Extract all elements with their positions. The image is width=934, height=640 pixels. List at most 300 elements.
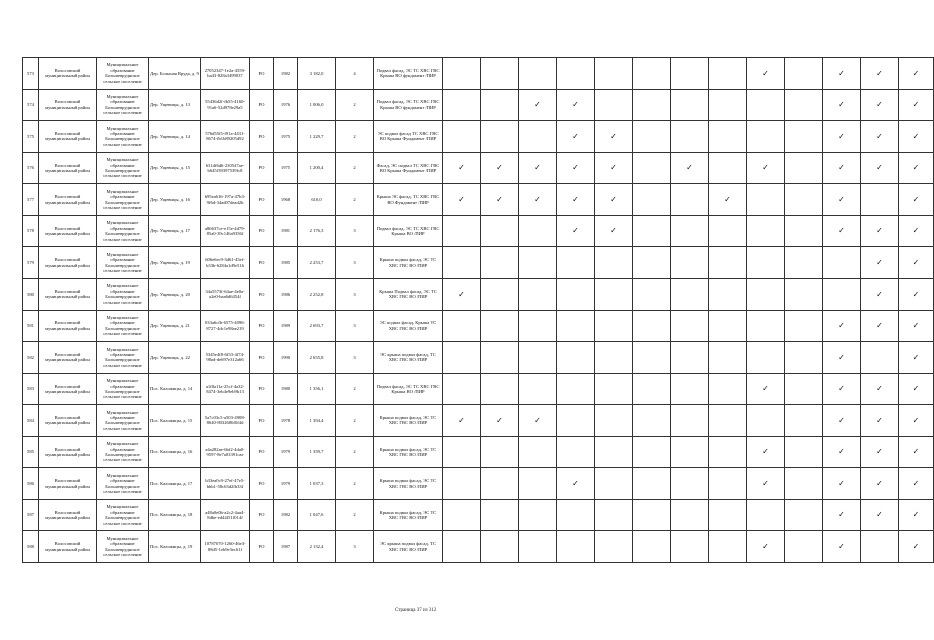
check-icon: ✓ xyxy=(876,163,883,173)
settlement-cell: Муниципальное образование Большевруднское сельское поселение xyxy=(97,247,149,279)
ownership-form-cell: РО xyxy=(250,499,274,531)
work-check-cell-1 xyxy=(443,373,481,405)
check-icon: ✓ xyxy=(838,478,845,488)
work-check-cell-9 xyxy=(747,373,785,405)
work-check-cell-10 xyxy=(785,184,823,216)
work-check-cell-1 xyxy=(443,499,481,531)
work-check-cell-7 xyxy=(671,468,709,500)
work-check-cell-6 xyxy=(633,405,671,437)
work-check-cell-2 xyxy=(481,468,519,500)
table-row xyxy=(23,436,934,468)
ownership-form-cell: РО xyxy=(250,247,274,279)
area-cell: 610,0 xyxy=(298,184,336,216)
works-list-cell: Крыша подвал фасад, ЭС ТС ХВС ГВС ВО /ПИР xyxy=(374,499,443,531)
row-number: 578 xyxy=(23,215,39,247)
guid-cell: 631df6d6-230547ae-b645f39397539fc8 xyxy=(201,152,250,184)
work-check-cell-5 xyxy=(595,436,633,468)
storeys-cell: 3 xyxy=(336,247,374,279)
work-check-cell-5 xyxy=(595,373,633,405)
work-check-cell-9 xyxy=(747,215,785,247)
check-icon: ✓ xyxy=(458,415,465,425)
guid-cell: 27052347-1e2a-4559-ba43-828a3499037 xyxy=(201,58,250,90)
row-number: 577 xyxy=(23,184,39,216)
work-check-cell-8 xyxy=(709,215,747,247)
guid-cell: a1f8a11a-25cf-4a32-8474-3eb4e9eb9b13 xyxy=(201,373,250,405)
work-check-cell-3 xyxy=(519,152,557,184)
guid-cell: b95ea616-197a-47b3-9f6d-34ad07dead2b xyxy=(201,184,250,216)
check-icon: ✓ xyxy=(876,68,883,78)
check-icon: ✓ xyxy=(912,478,920,488)
ownership-form-cell: РО xyxy=(250,373,274,405)
work-check-cell-1 xyxy=(443,436,481,468)
work-check-cell-5 xyxy=(595,499,633,531)
settlement-cell: Муниципальное образование Большевруднское сельское поселение xyxy=(97,121,149,153)
work-check-cell-10 xyxy=(785,342,823,374)
work-check-cell-12 xyxy=(861,499,899,531)
work-check-cell-13 xyxy=(899,152,934,184)
ownership-form-cell: РО xyxy=(250,89,274,121)
check-icon: ✓ xyxy=(458,163,465,173)
work-check-cell-13 xyxy=(899,468,934,500)
row-number: 573 xyxy=(23,58,39,90)
work-check-cell-10 xyxy=(785,89,823,121)
work-check-cell-6 xyxy=(633,531,671,563)
storeys-cell: 4 xyxy=(336,58,374,90)
work-check-cell-11 xyxy=(823,247,861,279)
guid-cell: 033a6cfb-6575-4096-8727-4dc1e98ae219 xyxy=(201,310,250,342)
table-row xyxy=(23,342,934,374)
work-check-cell-11 xyxy=(823,184,861,216)
work-check-cell-7 xyxy=(671,499,709,531)
work-check-cell-13 xyxy=(899,405,934,437)
check-icon: ✓ xyxy=(838,194,845,204)
check-icon: ✓ xyxy=(838,68,845,78)
work-check-cell-4 xyxy=(557,310,595,342)
work-check-cell-5 xyxy=(595,342,633,374)
settlement-cell: Муниципальное образование Большевруднское сельское поселение xyxy=(97,58,149,90)
area-cell: 1 359,7 xyxy=(298,436,336,468)
check-icon: ✓ xyxy=(610,163,617,173)
work-check-cell-10 xyxy=(785,373,823,405)
settlement-cell: Муниципальное образование Большевруднское сельское поселение xyxy=(97,373,149,405)
storeys-cell: 2 xyxy=(336,121,374,153)
work-check-cell-7 xyxy=(671,58,709,90)
work-check-cell-12 xyxy=(861,342,899,374)
storeys-cell: 3 xyxy=(336,531,374,563)
ownership-form-cell: РО xyxy=(250,121,274,153)
works-list-cell: Подвал фасад, ЭС ТС ХВС ГВС Крыша ВО /ПИР xyxy=(374,215,443,247)
work-check-cell-10 xyxy=(785,310,823,342)
work-check-cell-4 xyxy=(557,89,595,121)
work-check-cell-7 xyxy=(671,215,709,247)
work-check-cell-1 xyxy=(443,342,481,374)
check-icon: ✓ xyxy=(610,131,617,141)
work-check-cell-2 xyxy=(481,58,519,90)
check-icon: ✓ xyxy=(838,352,845,362)
work-check-cell-12 xyxy=(861,247,899,279)
area-cell: 2 252,8 xyxy=(298,278,336,310)
area-cell: 2 253,7 xyxy=(298,247,336,279)
address-cell: Пос. Каложицы, д. 15 xyxy=(149,405,201,437)
work-check-cell-6 xyxy=(633,89,671,121)
work-check-cell-3 xyxy=(519,373,557,405)
work-check-cell-11 xyxy=(823,436,861,468)
work-check-cell-12 xyxy=(861,436,899,468)
work-check-cell-2 xyxy=(481,373,519,405)
work-check-cell-13 xyxy=(899,121,934,153)
work-check-cell-3 xyxy=(519,89,557,121)
area-cell: 2 693,7 xyxy=(298,310,336,342)
work-check-cell-10 xyxy=(785,278,823,310)
row-number: 581 xyxy=(23,310,39,342)
check-icon: ✓ xyxy=(724,194,731,204)
row-number: 580 xyxy=(23,278,39,310)
work-check-cell-6 xyxy=(633,436,671,468)
check-icon: ✓ xyxy=(912,131,920,141)
work-check-cell-13 xyxy=(899,310,934,342)
work-check-cell-9 xyxy=(747,342,785,374)
work-check-cell-5 xyxy=(595,215,633,247)
work-check-cell-4 xyxy=(557,121,595,153)
row-number: 575 xyxy=(23,121,39,153)
work-check-cell-2 xyxy=(481,499,519,531)
guid-cell: a86637ce-e15e-4d79-85a0-39c146a9356f xyxy=(201,215,250,247)
district-cell: Волосовский муниципальный район xyxy=(39,405,97,437)
check-icon: ✓ xyxy=(912,289,920,299)
district-cell: Волосовский муниципальный район xyxy=(39,310,97,342)
work-check-cell-4 xyxy=(557,184,595,216)
works-list-cell: Крыша подвал фасад, ЭС ТС ХВС ГВС ВО /ПИР xyxy=(374,436,443,468)
work-check-cell-1 xyxy=(443,247,481,279)
district-cell: Волосовский муниципальный район xyxy=(39,89,97,121)
work-check-cell-8 xyxy=(709,278,747,310)
check-icon: ✓ xyxy=(912,415,920,425)
work-check-cell-9 xyxy=(747,278,785,310)
check-icon: ✓ xyxy=(572,226,579,236)
table-row xyxy=(23,89,934,121)
work-check-cell-1 xyxy=(443,531,481,563)
work-check-cell-7 xyxy=(671,247,709,279)
work-check-cell-5 xyxy=(595,152,633,184)
work-check-cell-2 xyxy=(481,405,519,437)
work-check-cell-4 xyxy=(557,247,595,279)
check-icon: ✓ xyxy=(572,163,579,173)
works-list-cell: Крыша подвал фасад, ЭС ТС ХВС ГВС ВО /ПИР xyxy=(374,468,443,500)
guid-cell: 55436d2f-fb55-4160-91a6-52d978e29a5 xyxy=(201,89,250,121)
work-check-cell-10 xyxy=(785,58,823,90)
work-check-cell-7 xyxy=(671,531,709,563)
page-number-footer: Страница 37 из 312 xyxy=(395,608,437,613)
area-cell: 1 229,7 xyxy=(298,121,336,153)
work-check-cell-6 xyxy=(633,247,671,279)
storeys-cell: 2 xyxy=(336,89,374,121)
settlement-cell: Муниципальное образование Большевруднское сельское поселение xyxy=(97,436,149,468)
work-check-cell-11 xyxy=(823,405,861,437)
table-body xyxy=(23,58,934,563)
address-cell: Дер. Ущевицы, д. 19 xyxy=(149,247,201,279)
ownership-form-cell: РО xyxy=(250,342,274,374)
work-check-cell-5 xyxy=(595,58,633,90)
storeys-cell: 2 xyxy=(336,373,374,405)
work-check-cell-12 xyxy=(861,468,899,500)
work-check-cell-11 xyxy=(823,468,861,500)
work-check-cell-2 xyxy=(481,121,519,153)
work-check-cell-12 xyxy=(861,531,899,563)
work-check-cell-3 xyxy=(519,184,557,216)
work-check-cell-11 xyxy=(823,499,861,531)
ownership-form-cell: РО xyxy=(250,468,274,500)
check-icon: ✓ xyxy=(496,194,503,204)
works-list-cell: ЭС подвал фасад, Крыша ТС ХВС ГВС ВО /ПИР xyxy=(374,310,443,342)
check-icon: ✓ xyxy=(762,163,769,173)
work-check-cell-6 xyxy=(633,121,671,153)
work-check-cell-8 xyxy=(709,499,747,531)
table-row xyxy=(23,152,934,184)
year-built-cell: 1975 xyxy=(274,152,298,184)
area-cell: 1 006,0 xyxy=(298,89,336,121)
area-cell: 1 394,4 xyxy=(298,405,336,437)
address-cell: Дер. Ущевицы, д. 15 xyxy=(149,152,201,184)
work-check-cell-10 xyxy=(785,121,823,153)
work-check-cell-4 xyxy=(557,405,595,437)
work-check-cell-6 xyxy=(633,152,671,184)
row-number: 587 xyxy=(23,499,39,531)
ownership-form-cell: РО xyxy=(250,278,274,310)
storeys-cell: 2 xyxy=(336,152,374,184)
work-check-cell-13 xyxy=(899,436,934,468)
check-icon: ✓ xyxy=(912,257,920,267)
work-check-cell-10 xyxy=(785,215,823,247)
work-check-cell-12 xyxy=(861,278,899,310)
check-icon: ✓ xyxy=(912,321,920,331)
work-check-cell-4 xyxy=(557,499,595,531)
ownership-form-cell: РО xyxy=(250,58,274,90)
check-icon: ✓ xyxy=(838,542,845,552)
work-check-cell-9 xyxy=(747,531,785,563)
settlement-cell: Муниципальное образование Большевруднское сельское поселение xyxy=(97,89,149,121)
work-check-cell-8 xyxy=(709,121,747,153)
address-cell: Дер. Ущевицы, д. 17 xyxy=(149,215,201,247)
work-check-cell-9 xyxy=(747,499,785,531)
work-check-cell-9 xyxy=(747,247,785,279)
work-check-cell-11 xyxy=(823,215,861,247)
work-check-cell-9 xyxy=(747,121,785,153)
check-icon: ✓ xyxy=(838,321,845,331)
year-built-cell: 1980 xyxy=(274,373,298,405)
work-check-cell-13 xyxy=(899,342,934,374)
work-check-cell-4 xyxy=(557,436,595,468)
table-row xyxy=(23,373,934,405)
check-icon: ✓ xyxy=(458,194,465,204)
work-check-cell-3 xyxy=(519,215,557,247)
work-check-cell-8 xyxy=(709,58,747,90)
work-check-cell-8 xyxy=(709,152,747,184)
work-check-cell-11 xyxy=(823,278,861,310)
works-list-cell: Крыша Подвал фасад, ЭС ТС ХВС ГВС ВО /ПИР xyxy=(374,278,443,310)
work-check-cell-4 xyxy=(557,531,595,563)
year-built-cell: 1978 xyxy=(274,405,298,437)
work-check-cell-12 xyxy=(861,58,899,90)
district-cell: Волосовский муниципальный район xyxy=(39,58,97,90)
year-built-cell: 1979 xyxy=(274,468,298,500)
row-number: 585 xyxy=(23,436,39,468)
work-check-cell-3 xyxy=(519,405,557,437)
work-check-cell-7 xyxy=(671,184,709,216)
check-icon: ✓ xyxy=(876,100,883,110)
work-check-cell-1 xyxy=(443,215,481,247)
area-cell: 2 176,3 xyxy=(298,215,336,247)
settlement-cell: Муниципальное образование Большевруднское сельское поселение xyxy=(97,278,149,310)
work-check-cell-3 xyxy=(519,499,557,531)
work-check-cell-7 xyxy=(671,405,709,437)
settlement-cell: Муниципальное образование Большевруднское сельское поселение xyxy=(97,215,149,247)
work-check-cell-7 xyxy=(671,373,709,405)
work-check-cell-3 xyxy=(519,531,557,563)
work-check-cell-6 xyxy=(633,184,671,216)
work-check-cell-3 xyxy=(519,121,557,153)
work-check-cell-12 xyxy=(861,405,899,437)
check-icon: ✓ xyxy=(762,68,769,78)
work-check-cell-11 xyxy=(823,58,861,90)
check-icon: ✓ xyxy=(912,194,920,204)
work-check-cell-9 xyxy=(747,405,785,437)
work-check-cell-10 xyxy=(785,531,823,563)
work-check-cell-8 xyxy=(709,468,747,500)
district-cell: Волосовский муниципальный район xyxy=(39,247,97,279)
work-check-cell-5 xyxy=(595,184,633,216)
check-icon: ✓ xyxy=(912,384,920,394)
row-number: 583 xyxy=(23,373,39,405)
work-check-cell-8 xyxy=(709,373,747,405)
row-number: 579 xyxy=(23,247,39,279)
table-row xyxy=(23,468,934,500)
area-cell: 1 356,1 xyxy=(298,373,336,405)
works-list-cell: ЭС крыша подвал фасад, ТС ХВС ГВС ВО /ПИР xyxy=(374,342,443,374)
district-cell: Волосовский муниципальный район xyxy=(39,468,97,500)
check-icon: ✓ xyxy=(912,68,920,78)
check-icon: ✓ xyxy=(610,226,617,236)
storeys-cell: 3 xyxy=(336,310,374,342)
check-icon: ✓ xyxy=(876,510,883,520)
work-check-cell-12 xyxy=(861,373,899,405)
work-check-cell-8 xyxy=(709,247,747,279)
check-icon: ✓ xyxy=(572,131,579,141)
year-built-cell: 1968 xyxy=(274,184,298,216)
year-built-cell: 1985 xyxy=(274,247,298,279)
work-check-cell-11 xyxy=(823,531,861,563)
storeys-cell: 2 xyxy=(336,468,374,500)
works-list-cell: Подвал фасад, ЭС ТС ХВС ГВС Крыша ВО /ПИР xyxy=(374,373,443,405)
address-cell: Дер. Большая Вруда, д. 9 xyxy=(149,58,201,90)
work-check-cell-6 xyxy=(633,215,671,247)
work-check-cell-5 xyxy=(595,405,633,437)
row-number: 584 xyxy=(23,405,39,437)
district-cell: Волосовский муниципальный район xyxy=(39,342,97,374)
work-check-cell-1 xyxy=(443,152,481,184)
check-icon: ✓ xyxy=(496,163,503,173)
area-cell: 2 655,8 xyxy=(298,342,336,374)
works-list-cell: ЭС подвал фасад ТС ХВС ГВС ВО Крыша Фундамент /ПИР xyxy=(374,121,443,153)
work-check-cell-9 xyxy=(747,89,785,121)
work-check-cell-6 xyxy=(633,499,671,531)
work-check-cell-2 xyxy=(481,278,519,310)
area-cell: 3 182,0 xyxy=(298,58,336,90)
check-icon: ✓ xyxy=(838,510,845,520)
ownership-form-cell: РО xyxy=(250,184,274,216)
table-row xyxy=(23,121,934,153)
check-icon: ✓ xyxy=(762,384,769,394)
check-icon: ✓ xyxy=(912,100,920,110)
ownership-form-cell: РО xyxy=(250,310,274,342)
ownership-form-cell: РО xyxy=(250,531,274,563)
work-check-cell-3 xyxy=(519,310,557,342)
settlement-cell: Муниципальное образование Большевруднское сельское поселение xyxy=(97,468,149,500)
check-icon: ✓ xyxy=(762,478,769,488)
work-check-cell-8 xyxy=(709,89,747,121)
ownership-form-cell: РО xyxy=(250,405,274,437)
table-row xyxy=(23,405,934,437)
check-icon: ✓ xyxy=(458,289,465,299)
work-check-cell-10 xyxy=(785,468,823,500)
check-icon: ✓ xyxy=(496,415,503,425)
check-icon: ✓ xyxy=(876,131,883,141)
work-check-cell-12 xyxy=(861,184,899,216)
guid-cell: a48a0e0b-a2c2-4aa4-8dbe-ed44f51f014f xyxy=(201,499,250,531)
address-cell: Дер. Ущевицы, д. 20 xyxy=(149,278,201,310)
work-check-cell-2 xyxy=(481,531,519,563)
district-cell: Волосовский муниципальный район xyxy=(39,152,97,184)
works-list-cell: Крыша ЭС фасад, ТС ХВС ГВС ВО Фундамент /ПИР xyxy=(374,184,443,216)
check-icon: ✓ xyxy=(534,415,541,425)
work-check-cell-5 xyxy=(595,89,633,121)
work-check-cell-9 xyxy=(747,468,785,500)
guid-cell: b33ea0c9-27ef-47e5-bbb1-58c63d2fb33f xyxy=(201,468,250,500)
work-check-cell-13 xyxy=(899,184,934,216)
check-icon: ✓ xyxy=(838,447,845,457)
storeys-cell: 3 xyxy=(336,278,374,310)
check-icon: ✓ xyxy=(912,542,920,552)
works-list-cell: ЭС крыша подвал фасад, ТС ХВС ГВС ВО /ПИР xyxy=(374,531,443,563)
work-check-cell-8 xyxy=(709,184,747,216)
work-check-cell-1 xyxy=(443,278,481,310)
district-cell: Волосовский муниципальный район xyxy=(39,499,97,531)
work-check-cell-3 xyxy=(519,342,557,374)
work-check-cell-5 xyxy=(595,121,633,153)
check-icon: ✓ xyxy=(838,131,845,141)
works-list-cell: Крыша подвал фасад, ЭС ТС ХВС ГВС ВО /ПИР xyxy=(374,405,443,437)
work-check-cell-6 xyxy=(633,310,671,342)
ownership-form-cell: РО xyxy=(250,152,274,184)
work-check-cell-7 xyxy=(671,89,709,121)
guid-cell: 576d55f5-f91a-4431-8674-fb1b89205d92 xyxy=(201,121,250,153)
address-cell: Пос. Каложицы, д. 19 xyxy=(149,531,201,563)
check-icon: ✓ xyxy=(762,447,769,457)
work-check-cell-2 xyxy=(481,310,519,342)
work-check-cell-6 xyxy=(633,278,671,310)
check-icon: ✓ xyxy=(876,384,883,394)
work-check-cell-10 xyxy=(785,499,823,531)
row-number: 574 xyxy=(23,89,39,121)
work-check-cell-2 xyxy=(481,342,519,374)
work-check-cell-1 xyxy=(443,468,481,500)
check-icon: ✓ xyxy=(912,352,920,362)
work-check-cell-8 xyxy=(709,342,747,374)
check-icon: ✓ xyxy=(876,478,883,488)
year-built-cell: 1982 xyxy=(274,499,298,531)
settlement-cell: Муниципальное образование Большевруднское сельское поселение xyxy=(97,405,149,437)
address-cell: Дер. Ущевицы, д. 13 xyxy=(149,89,201,121)
table-row xyxy=(23,247,934,279)
